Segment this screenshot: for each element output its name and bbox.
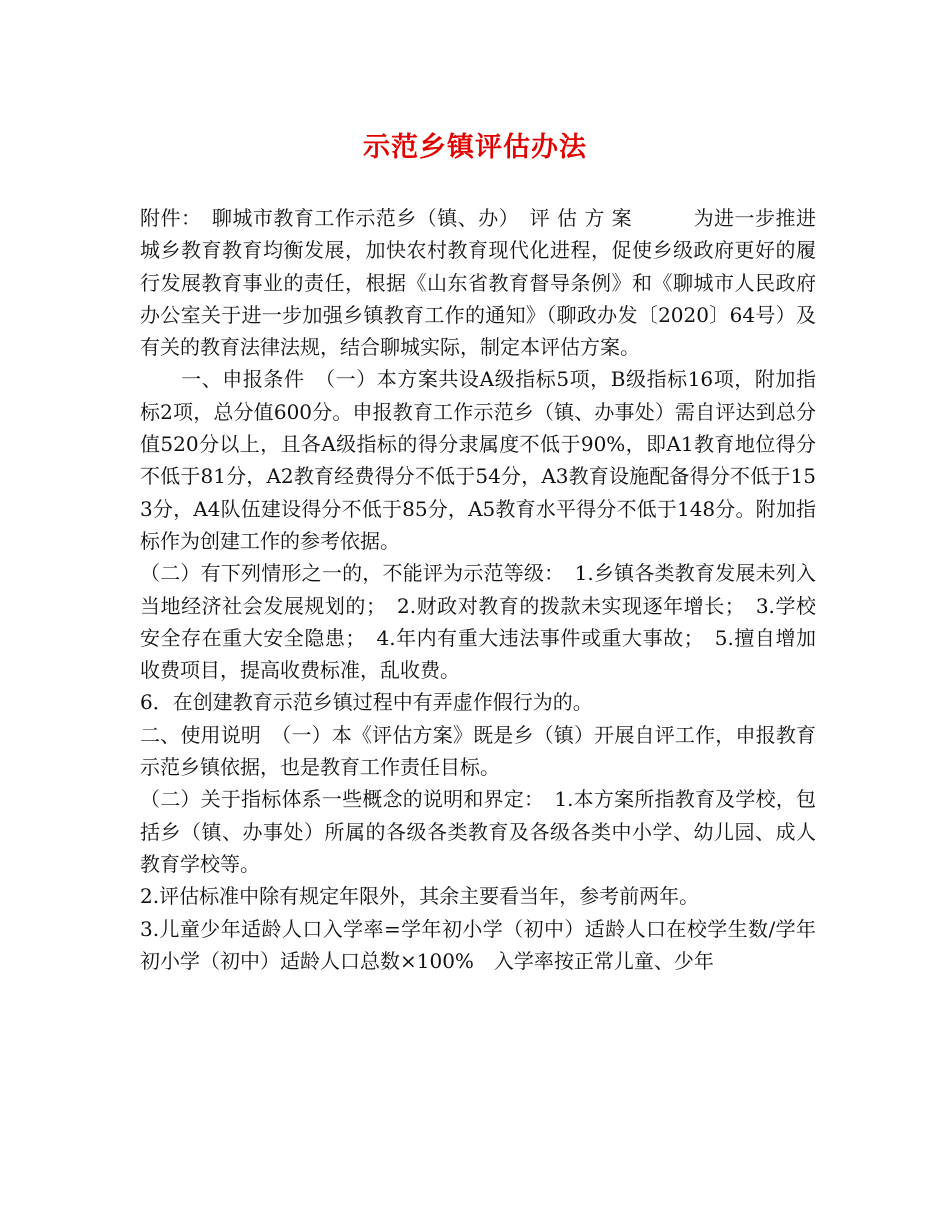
paragraph-usage-notes: 二、使用说明 （一）本《评估方案》既是乡（镇）开展自评工作，申报教育示范乡镇依据，也是教育工作责任目标。 xyxy=(140,722,816,780)
paragraph-fraud-condition: 6．在创建教育示范乡镇过程中有弄虚作假行为的。 xyxy=(140,690,593,715)
paragraph-disqualifying-conditions: （二）有下列情形之一的，不能评为示范等级： 1.乡镇各类教育发展未列入当地经济社会发展规划的； 2.财政对教育的拨款未实现逐年增长； 3.学校安全存在重大安全隐患； 4.年内有重大违法事件或重大事故； 5.擅自增加收费项目，提高收费标准，乱收费。 xyxy=(140,561,816,683)
paragraph-evaluation-period: 2.评估标准中除有规定年限外，其余主要看当年，参考前两年。 xyxy=(140,884,700,909)
paragraph-definitions: （二）关于指标体系一些概念的说明和界定： 1.本方案所指教育及学校，包括乡（镇、办事处）所属的各级各类教育及各级各类中小学、幼儿园、成人教育学校等。 xyxy=(140,787,816,876)
document-title: 示范乡镇评估办法 xyxy=(363,132,587,163)
document-body xyxy=(140,202,816,977)
paragraph-application-conditions: 一、申报条件 （一）本方案共设A级指标5项，B级指标16项，附加指标2项，总分值600分。申报教育工作示范乡（镇、办事处）需自评达到总分值520分以上，且各A级指标的得分隶属度不低于90%，即A1教育地位得分不低于81分，A2教育经费得分不低于54分，A3教育设施配备得分不低于153分，A4队伍建设得分不低于85分，A5教育水平得分不低于148分。附加指标作为创建工作的参考依据。 xyxy=(140,367,816,553)
paragraph-enrollment-rate: 3.儿童少年适龄人口入学率=学年初小学（初中）适龄人口在校学生数/学年初小学（初中）适龄人口总数×100% 入学率按正常儿童、少年 xyxy=(140,916,816,973)
paragraph-intro: 附件： 聊城市教育工作示范乡（镇、办） 评 估 方 案 为进一步推进城乡教育教育均衡发展，加快农村教育现代化进程，促使乡级政府更好的履行发展教育事业的责任，根据《山东省教育督导条例》和《聊城市人民政府办公室关于进一步加强乡镇教育工作的通知》（聊政办发〔2020〕64号）及有关的教育法律法规，结合聊城实际，制定本评估方案。 xyxy=(140,206,816,360)
